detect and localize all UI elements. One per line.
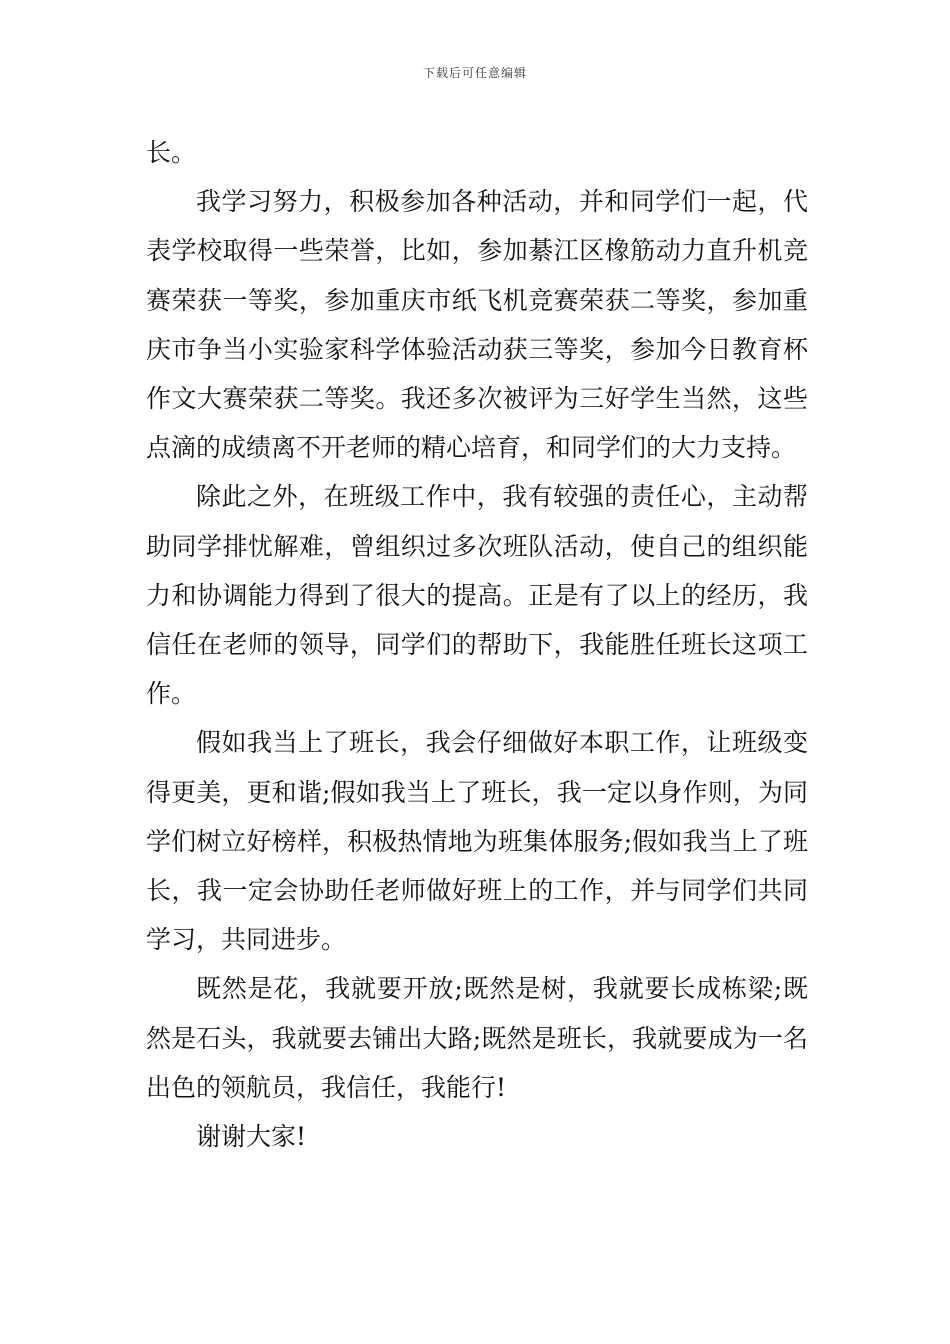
paragraph-promises: 假如我当上了班长，我会仔细做好本职工作，让班级变得更美，更和谐;假如我当上了班长，我一定以身作则，为同学们树立好榜样，积极热情地为班集体服务;假如我当上了班长，我一定会协助任老师做好班上的工作，并与同学们共同学习，共同进步。 <box>146 728 808 955</box>
paragraph-metaphor: 既然是花，我就要开放;既然是树，我就要长成栋梁;既然是石头，我就要去铺出大路;既然是班长，我就要成为一名出色的领航员，我信任，我能行! <box>146 974 808 1102</box>
page-header-note: 下载后可任意编辑 <box>422 66 527 80</box>
paragraph-continuation: 长。 <box>146 138 197 167</box>
paragraph-achievements: 我学习努力，积极参加各种活动，并和同学们一起，代表学校取得一些荣誉，比如，参加綦江区橡筋动力直升机竞赛荣获一等奖，参加重庆市纸飞机竞赛荣获二等奖，参加重庆市争当小实验家科学体验活动获三等奖，参加今日教育杯作文大赛荣获二等奖。我还多次被评为三好学生当然，这些点滴的成绩离不开老师的精心培育，和同学们的大力支持。 <box>146 187 808 463</box>
paragraph-thanks: 谢谢大家! <box>196 1122 307 1152</box>
paragraph-class-work: 除此之外，在班级工作中，我有较强的责任心，主动帮助同学排忧解难，曾组织过多次班队活动，使自己的组织能力和协调能力得到了很大的提高。正是有了以上的经历，我信任在老师的领导，同学们的帮助下，我能胜任班长这项工作。 <box>146 482 808 709</box>
document-body <box>146 128 808 1161</box>
